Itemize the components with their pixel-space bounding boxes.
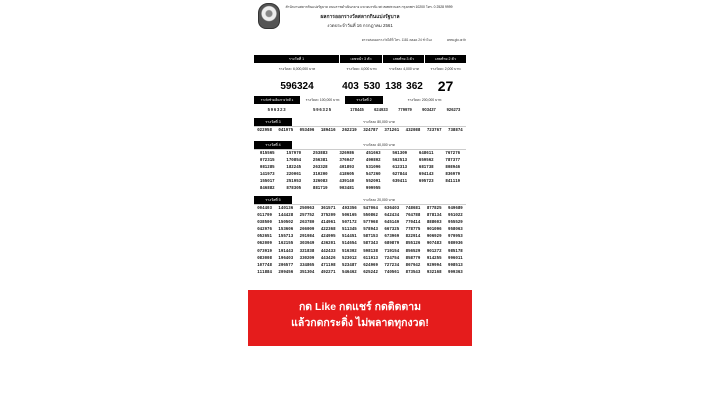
fifth-prize-number: 958063 bbox=[448, 228, 463, 233]
near-first-amount: รางวัลละ 100,000 บาท bbox=[305, 98, 340, 102]
fifth-prize-number: 856529 bbox=[405, 249, 421, 254]
second-number: 624933 bbox=[374, 107, 388, 112]
fifth-prize-number: 955529 bbox=[448, 221, 463, 226]
fifth-prize-number: 587343 bbox=[363, 242, 378, 247]
fifth-prize-number: 206577 bbox=[278, 263, 294, 268]
right-blank-margin bbox=[472, 0, 720, 404]
fourth-prize-number: 836979 bbox=[445, 173, 461, 178]
fifth-prize-number: 511345 bbox=[342, 228, 357, 233]
fifth-prize-number: 724754 bbox=[384, 256, 400, 261]
fourth-prize-number: 418605 bbox=[339, 173, 355, 178]
fourth-prize-number: 182245 bbox=[286, 166, 302, 171]
fifth-prize-number: 550862 bbox=[363, 214, 378, 219]
fifth-prize-number: 523012 bbox=[342, 256, 357, 261]
fourth-prize-number: 639411 bbox=[392, 180, 408, 185]
fifth-prize-number: 970953 bbox=[448, 235, 463, 240]
fourth-prize-number: 256381 bbox=[312, 159, 328, 164]
fourth-prize-number: 451663 bbox=[365, 152, 381, 156]
fifth-prize-number: 209456 bbox=[278, 270, 294, 275]
third-prize-number: 432088 bbox=[405, 129, 421, 133]
fifth-prize-number: 162155 bbox=[278, 242, 294, 247]
fifth-prize-number: 642434 bbox=[384, 214, 400, 219]
fifth-prize-number: 492271 bbox=[320, 270, 336, 275]
fifth-prize-number: 493356 bbox=[342, 207, 357, 211]
fourth-prize-number: 081285 bbox=[259, 166, 275, 171]
near-second-numbers bbox=[254, 107, 466, 112]
fourth-prize-number: 903481 bbox=[339, 187, 355, 192]
third-prize-number: 723767 bbox=[426, 129, 442, 133]
fifth-prize-number: 153606 bbox=[278, 228, 294, 233]
fifth-prize-number: 951022 bbox=[448, 214, 463, 219]
back3-number-2: 362 bbox=[406, 80, 423, 92]
fifth-prize-number: 330209 bbox=[299, 256, 315, 261]
fourth-prize-number: 531096 bbox=[365, 166, 381, 171]
fifth-prize-number: 514451 bbox=[342, 235, 357, 240]
fourth-prize-number: 220061 bbox=[286, 173, 302, 178]
fifth-prize-number: 140136 bbox=[278, 207, 294, 211]
third-prize-label: รางวัลที่ 3 bbox=[254, 118, 292, 126]
fourth-prize-number: 846882 bbox=[259, 187, 275, 192]
fourth-prize-number: 439140 bbox=[339, 180, 355, 185]
fifth-prize-number: 073919 bbox=[257, 249, 272, 254]
fifth-prize-number: 980936 bbox=[448, 242, 463, 247]
fifth-prize-number: 727234 bbox=[384, 263, 400, 268]
third-prize-number: 053496 bbox=[299, 129, 315, 133]
second-number: 926273 bbox=[446, 107, 461, 112]
fourth-prize-label: รางวัลที่ 4 bbox=[254, 141, 292, 149]
fifth-prize-number: 770414 bbox=[405, 221, 421, 226]
fifth-prize-number: 901096 bbox=[426, 228, 442, 233]
second-number: 903437 bbox=[422, 107, 436, 112]
front3-amount: รางวัลละ 4,000 บาท bbox=[346, 67, 377, 71]
fifth-prize-number: 052651 bbox=[257, 235, 272, 240]
fourth-prize-number: 326986 bbox=[339, 152, 355, 156]
second-prize-amount: รางวัลละ 200,000 บาท bbox=[407, 98, 442, 102]
back2-amount: รางวัลละ 2,000 บาท bbox=[430, 67, 461, 71]
banner-line-1: กด Like กดแชร์ กดติดตาม bbox=[298, 301, 422, 313]
fifth-prize-number: 645149 bbox=[384, 221, 400, 226]
third-prize-amount: รางวัลละ 80,000 บาท bbox=[363, 119, 395, 124]
fourth-prize-number: 808946 bbox=[445, 166, 461, 171]
fourth-prize-number: 155017 bbox=[259, 180, 275, 185]
fifth-prize-number: 196403 bbox=[278, 256, 294, 261]
fifth-prize-number: 778775 bbox=[405, 228, 421, 233]
fourth-prize-amount: รางวัลละ 40,000 บาท bbox=[363, 142, 395, 147]
fourth-prize-number: 561309 bbox=[392, 152, 408, 156]
first-prize-number: 596324 bbox=[280, 80, 314, 92]
third-prize-number: 041975 bbox=[278, 129, 294, 133]
near-second-labels bbox=[254, 96, 466, 104]
fourth-prize-number: 878305 bbox=[286, 187, 302, 192]
front3-number-1: 403 bbox=[342, 80, 359, 92]
second-prize-label: รางวัลที่ 2 bbox=[345, 96, 383, 104]
fourth-prize-number: 999955 bbox=[365, 187, 381, 192]
fifth-prize-number: 291984 bbox=[299, 235, 315, 240]
fifth-prize-number: 442433 bbox=[320, 249, 336, 254]
fourth-prize-number: 681738 bbox=[418, 166, 434, 171]
fourth-prize-number: 015565 bbox=[259, 152, 275, 156]
left-blank-margin bbox=[0, 0, 248, 404]
fourth-prize-number: 695723 bbox=[418, 180, 434, 185]
near-first-number-2: 596325 bbox=[313, 107, 332, 112]
fourth-prize-number: 612313 bbox=[392, 166, 408, 171]
third-prize-number: 324787 bbox=[363, 129, 378, 133]
near-first-label: รางวัลข้างเคียงรางวัลที่ 1 bbox=[254, 96, 300, 104]
fourth-prize-number: 659562 bbox=[418, 159, 434, 164]
fifth-prize-number: 361571 bbox=[320, 207, 336, 211]
fifth-prize-number: 624969 bbox=[363, 263, 378, 268]
third-prize-number: 022958 bbox=[257, 129, 272, 133]
fourth-prize-number: 648611 bbox=[418, 152, 434, 156]
fifth-prize-number: 858779 bbox=[405, 256, 421, 261]
fifth-prize-number: 547064 bbox=[363, 207, 378, 211]
fifth-prize-number: 144428 bbox=[278, 214, 294, 219]
fifth-prize-number: 949689 bbox=[448, 207, 463, 211]
fifth-prize-number: 422368 bbox=[320, 228, 336, 233]
fifth-prize-number: 878134 bbox=[426, 214, 442, 219]
fifth-prize-number: 999363 bbox=[448, 270, 463, 275]
back3-amount: รางวัลละ 4,000 บาท bbox=[389, 67, 419, 71]
first-prize-label: รางวัลที่ 1 bbox=[254, 55, 339, 63]
fifth-prize-number: 546462 bbox=[342, 270, 357, 275]
fifth-prize-number: 111884 bbox=[257, 270, 272, 275]
fifth-prize-number: 471198 bbox=[320, 263, 336, 268]
fifth-prize-number: 375209 bbox=[320, 214, 336, 219]
fifth-prize-number: 042976 bbox=[257, 228, 272, 233]
fifth-prize-number: 011709 bbox=[257, 214, 272, 219]
second-number: 779979 bbox=[398, 107, 412, 112]
fifth-prize-number: 351304 bbox=[299, 270, 315, 275]
sheet-title: ผลการออกรางวัลสลากกินแบ่งรัฐบาล bbox=[320, 14, 400, 20]
fourth-prize-bar bbox=[254, 141, 466, 150]
third-prize-number: 371261 bbox=[384, 129, 400, 133]
check-note: ตรวจสอบผลรางวัลได้ที่ โทร. 1181 ตลอด 24 ชั่วโมง bbox=[361, 38, 432, 42]
fifth-prize-number: 424995 bbox=[320, 235, 336, 240]
fourth-prize-grid bbox=[254, 151, 466, 194]
back2-number: 27 bbox=[437, 78, 454, 94]
front3-number-2: 530 bbox=[363, 80, 381, 92]
fifth-prize-grid bbox=[254, 206, 466, 277]
fifth-prize-number: 250963 bbox=[299, 207, 315, 211]
fifth-prize-number: 598138 bbox=[363, 249, 378, 254]
fourth-prize-number: 072315 bbox=[259, 159, 275, 164]
fifth-prize-number: 611913 bbox=[363, 256, 378, 261]
fourth-prize-number: 767276 bbox=[445, 152, 461, 156]
fourth-prize-number: 263328 bbox=[312, 166, 328, 171]
top-prize-amounts bbox=[254, 67, 466, 72]
fifth-prize-number: 877825 bbox=[426, 207, 442, 211]
fifth-prize-number: 155713 bbox=[278, 235, 294, 240]
fourth-prize-number: 157970 bbox=[286, 152, 302, 156]
fourth-prize-number: 562513 bbox=[392, 159, 408, 164]
fifth-prize-number: 587153 bbox=[363, 235, 378, 240]
fifth-prize-number: 719154 bbox=[384, 249, 400, 254]
fifth-prize-number: 263780 bbox=[299, 221, 315, 226]
fifth-prize-number: 523487 bbox=[342, 263, 357, 268]
fourth-prize-number: 841119 bbox=[445, 180, 461, 185]
fourth-prize-number: 787377 bbox=[445, 159, 461, 164]
fifth-prize-number: 443426 bbox=[320, 256, 336, 261]
fifth-prize-number: 907483 bbox=[426, 242, 442, 247]
fourth-prize-number: 310200 bbox=[312, 173, 328, 178]
fifth-prize-number: 673969 bbox=[384, 235, 400, 240]
fifth-prize-number: 578943 bbox=[363, 228, 378, 233]
fifth-prize-number: 689879 bbox=[384, 242, 400, 247]
top-prize-numbers bbox=[254, 78, 466, 94]
fifth-prize-number: 855126 bbox=[405, 242, 421, 247]
third-prize-number: 189416 bbox=[320, 129, 336, 133]
fourth-prize-number: 627844 bbox=[392, 173, 408, 178]
fifth-prize-number: 334865 bbox=[299, 263, 315, 268]
fifth-prize-number: 062009 bbox=[257, 242, 272, 247]
back3-number-1: 138 bbox=[385, 80, 402, 92]
draw-date: งวดประจำวันที่ 16 กรกฎาคม 2561 bbox=[327, 23, 393, 28]
fourth-prize-number: 141973 bbox=[259, 173, 275, 178]
fifth-prize-number: 257752 bbox=[299, 214, 315, 219]
sheet-header bbox=[248, 0, 472, 46]
fifth-prize-number: 414961 bbox=[320, 221, 336, 226]
fifth-prize-number: 873543 bbox=[405, 270, 421, 275]
fifth-prize-label: รางวัลที่ 5 bbox=[254, 196, 292, 204]
fourth-prize-number: 326083 bbox=[312, 180, 328, 185]
fifth-prize-number: 107748 bbox=[257, 263, 272, 268]
third-prize-grid bbox=[254, 128, 466, 135]
fifth-prize-amount: รางวัลละ 20,000 บาท bbox=[363, 197, 395, 202]
fifth-prize-bar bbox=[254, 196, 466, 205]
fifth-prize-number: 436201 bbox=[320, 242, 336, 247]
fifth-prize-number: 667325 bbox=[384, 228, 400, 233]
fifth-prize-number: 932168 bbox=[426, 270, 442, 275]
fifth-prize-number: 636403 bbox=[384, 207, 400, 211]
fourth-prize-number: 694143 bbox=[418, 173, 434, 178]
fourth-prize-number: 547260 bbox=[365, 173, 381, 178]
back2-label: เลขท้าย 2 ตัว bbox=[425, 55, 466, 63]
fifth-prize-number: 822914 bbox=[405, 235, 421, 240]
fifth-prize-number: 901272 bbox=[426, 249, 442, 254]
fifth-prize-number: 507172 bbox=[342, 221, 357, 226]
fifth-prize-number: 888603 bbox=[426, 221, 442, 226]
fourth-prize-number: 170854 bbox=[286, 159, 302, 164]
fourth-prize-number: 376047 bbox=[339, 159, 355, 164]
fifth-prize-number: 740561 bbox=[384, 270, 400, 275]
second-number: 178445 bbox=[350, 107, 364, 112]
fifth-prize-number: 004403 bbox=[257, 207, 272, 211]
fourth-prize-number: 881719 bbox=[312, 187, 328, 192]
fifth-prize-number: 998513 bbox=[448, 263, 463, 268]
fifth-prize-number: 191443 bbox=[278, 249, 294, 254]
fifth-prize-number: 321838 bbox=[299, 249, 315, 254]
third-prize-number: 262219 bbox=[342, 129, 357, 133]
org-line: สำนักงานสลากกินแบ่งรัฐบาล ถนนราชดำเนินกลาง แขวงบวรนิเวศ เขตพระนคร กรุงเทพฯ 10200 โทร. 0 2528 9999 bbox=[285, 5, 453, 9]
fourth-prize-number: 490802 bbox=[365, 159, 381, 164]
fifth-prize-number: 150502 bbox=[278, 221, 294, 226]
subscribe-banner bbox=[248, 290, 472, 346]
fifth-prize-number: 514654 bbox=[342, 242, 357, 247]
fifth-prize-number: 996011 bbox=[448, 256, 463, 261]
fifth-prize-number: 266009 bbox=[299, 228, 315, 233]
fifth-prize-number: 625242 bbox=[363, 270, 378, 275]
fourth-prize-number: 251953 bbox=[286, 180, 302, 185]
third-prize-bar bbox=[254, 118, 466, 127]
near-first-number-1: 596323 bbox=[267, 107, 287, 112]
fifth-prize-number: 867942 bbox=[405, 263, 421, 268]
fifth-prize-number: 914255 bbox=[426, 256, 442, 261]
fifth-prize-number: 906929 bbox=[426, 235, 442, 240]
banner-line-2: แล้วกดกระดิ่ง ไม่พลาดทุกงวด! bbox=[291, 317, 429, 329]
fifth-prize-number: 764788 bbox=[405, 214, 421, 219]
fourth-prize-number: 552091 bbox=[365, 180, 381, 185]
third-prize-number: 738874 bbox=[448, 129, 463, 133]
fifth-prize-number: 577968 bbox=[363, 221, 378, 226]
fourth-prize-number: 401893 bbox=[339, 166, 355, 171]
fifth-prize-number: 303949 bbox=[299, 242, 315, 247]
website: www.glo.or.th bbox=[447, 38, 466, 42]
fifth-prize-number: 985178 bbox=[448, 249, 463, 254]
fifth-prize-number: 748681 bbox=[405, 207, 421, 211]
fifth-prize-number: 929994 bbox=[426, 263, 442, 268]
fifth-prize-number: 083008 bbox=[257, 256, 272, 261]
fifth-prize-number: 506165 bbox=[342, 214, 357, 219]
top-prize-labels bbox=[254, 55, 466, 63]
back3-label: เลขท้าย 3 ตัว bbox=[383, 55, 424, 63]
fifth-prize-number: 516302 bbox=[342, 249, 357, 254]
fifth-prize-number: 038500 bbox=[257, 221, 272, 226]
first-prize-amount: รางวัลละ 6,000,000 บาท bbox=[278, 67, 316, 71]
fourth-prize-number: 253883 bbox=[312, 152, 328, 156]
front3-label: เลขหน้า 3 ตัว bbox=[340, 55, 382, 63]
